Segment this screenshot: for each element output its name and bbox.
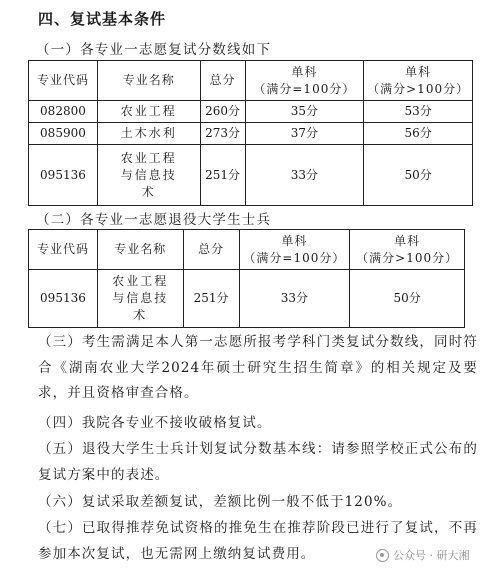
cell-name-line: 与信息技 [120,167,177,182]
header-single-gt100-line1: 单科 [405,64,432,79]
cell-total: 273分 [200,123,245,145]
cell-name: 农业工程 [97,101,200,123]
watermark-text: 公众号 · 研大湘 [393,549,470,562]
header-code: 专业代码 [29,61,98,101]
paragraph-4: （四）我院各专业不接收破格复试。 [38,415,272,431]
section-title: 四、复试基本条件 [38,10,167,28]
header-single-gt100-line1: 单科 [394,233,421,248]
header-single-100-line1: 单科 [281,233,308,248]
wechat-icon [376,549,389,562]
paragraph-3: （三）考生需满足本人第一志愿所报考学科门类复试分数线，同时符合《湖南农业大学2024年硕士研究生招生简章》的相关规定及要求，并且资格审查合格。 [38,334,478,401]
header-single-100-line1: 单科 [291,64,318,79]
part1-title: （一）各专业一志愿复试分数线如下 [36,42,272,58]
cell-total: 251分 [183,270,239,328]
table-row [29,101,473,123]
cell-single-100: 37分 [245,123,364,145]
header-code: 专业代码 [29,230,98,270]
header-name: 专业名称 [97,61,200,101]
cell-total: 251分 [200,145,245,206]
cell-code: 095136 [29,270,98,328]
header-single-100 [245,61,364,101]
header-single-gt100 [350,230,465,270]
watermark [376,547,470,563]
score-table-2 [28,229,465,328]
cell-single-100: 35分 [245,101,364,123]
paragraph-7: （七）已取得推荐免试资格的推免生在推荐阶段已进行了复试，不再参加本次复试，也无需网上缴纳复试费用。 [38,520,478,562]
cell-name [97,145,200,206]
cell-name-line: 农业工程 [120,150,177,165]
header-single-gt100-line2: （满分>100分） [356,250,459,265]
paragraph-5: （五）退役大学生士兵计划复试分数基本线：请参照学校正式公布的复试方案中的表述。 [38,441,478,483]
cell-single-100: 33分 [239,270,350,328]
cell-single-gt100: 50分 [350,270,465,328]
cell-name-line: 术 [133,308,148,322]
cell-code: 085900 [29,123,98,145]
cell-code: 095136 [29,145,98,206]
part2-title: （二）各专业一志愿退役大学生士兵 [36,212,272,228]
cell-single-gt100: 53分 [364,101,473,123]
cell-name: 土木水利 [97,123,200,145]
header-single-gt100-line2: （满分>100分） [367,81,470,96]
cell-single-gt100: 56分 [364,123,473,145]
header-name: 专业名称 [97,230,183,270]
header-single-100-line2: （满分=100分） [243,250,346,265]
cell-single-100: 33分 [245,145,364,206]
cell-name [97,270,183,328]
header-total: 总分 [200,61,245,101]
header-total: 总分 [183,230,239,270]
header-single-100-line2: （满分=100分） [253,81,356,96]
cell-single-gt100: 50分 [364,145,473,206]
cell-name-line: 农业工程 [112,274,169,288]
cell-total: 260分 [200,101,245,123]
cell-name-line: 术 [141,184,156,199]
paragraph-6: （六）复试采取差额复试，差额比例一般不低于120%。 [38,494,403,510]
cell-name-line: 与信息技 [112,291,169,305]
table-row [29,123,473,145]
table-row [29,270,465,328]
table-header-row [29,230,465,270]
table-header-row [29,61,473,101]
cell-code: 082800 [29,101,98,123]
header-single-gt100 [364,61,473,101]
table-row [29,145,473,206]
score-table-1 [28,60,473,206]
header-single-100 [239,230,350,270]
